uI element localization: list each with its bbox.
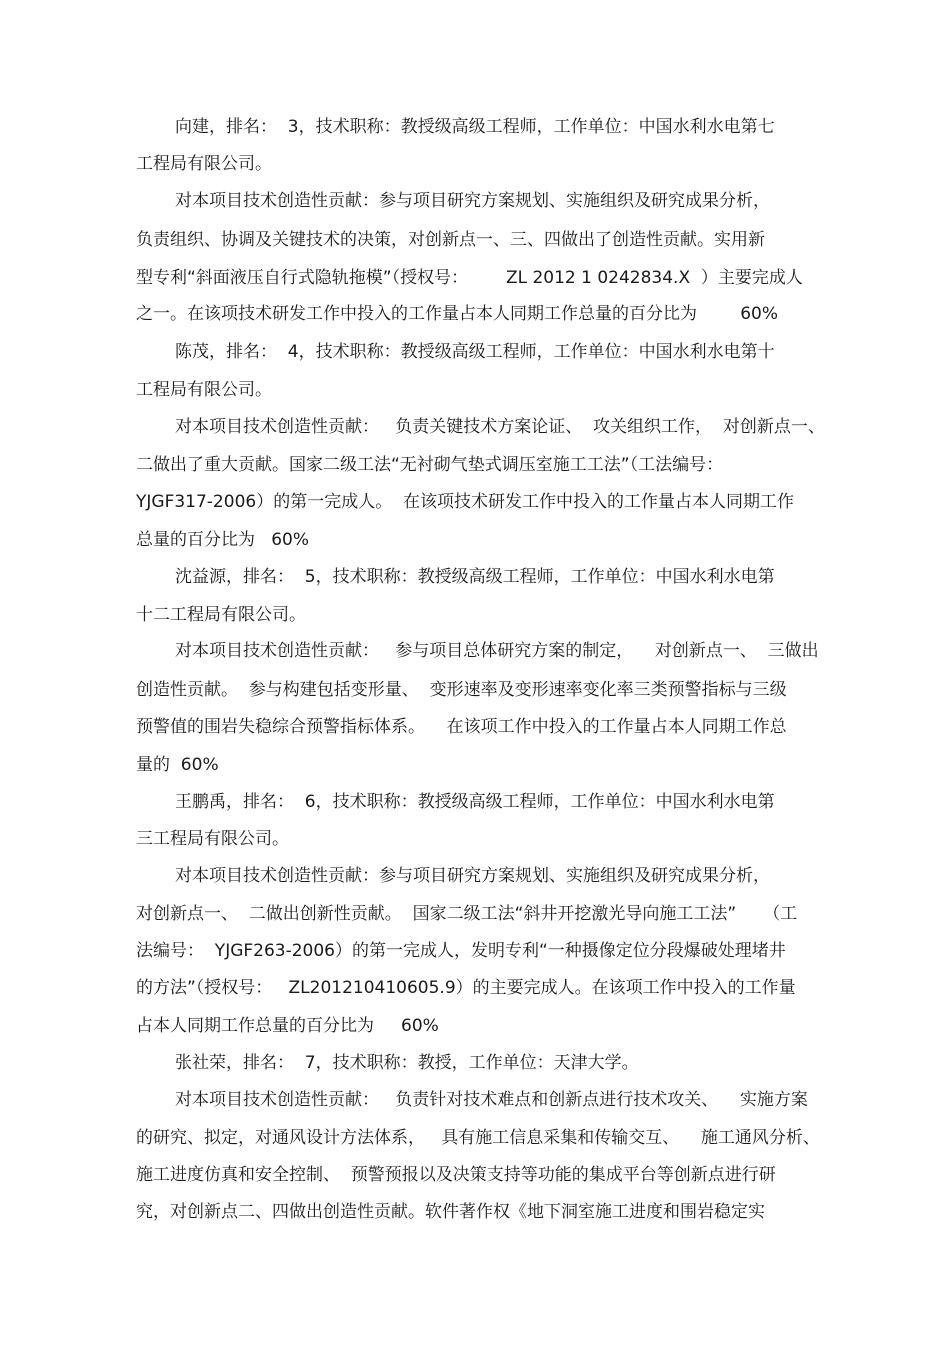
text-line: 总量的百分比为 60% bbox=[136, 530, 309, 550]
text-line: 究，对创新点二、四做出创造性贡献。软件著作权《地下洞室施工进度和围岩稳定实 bbox=[136, 1202, 765, 1222]
text-line: 三工程局有限公司。 bbox=[136, 829, 289, 849]
text-line: 负责组织、协调及关键技术的决策，对创新点一、三、四做出了创造性贡献。实用新 bbox=[136, 230, 765, 250]
text-line: 张社荣，排名： 7，技术职称：教授，工作单位：天津大学。 bbox=[175, 1053, 639, 1073]
text-line: 向建，排名： 3，技术职称：教授级高级工程师，工作单位：中国水利水电第七 bbox=[175, 117, 775, 137]
text-line: 预警值的围岩失稳综合预警指标体系。 在该项工作中投入的工作量占本人同期工作总 bbox=[136, 717, 787, 737]
text-line: 十二工程局有限公司。 bbox=[136, 605, 306, 625]
text-line: 创造性贡献。 参与构建包括变形量、 变形速率及变形速率变化率三类预警指标与三级 bbox=[136, 680, 787, 700]
text-line: 对本项目技术创造性贡献：参与项目研究方案规划、实施组织及研究成果分析， bbox=[175, 866, 770, 886]
text-line: 工程局有限公司。 bbox=[136, 154, 272, 174]
text-line: 之一。在该项技术研发工作中投入的工作量占本人同期工作总量的百分比为 60% bbox=[136, 304, 779, 324]
text-line: 量的 60% bbox=[136, 755, 219, 775]
text-line: 二做出了重大贡献。国家二级工法“无衬砌气垫式调压室施工工法”（工法编号： bbox=[136, 455, 724, 475]
text-line: 沈益源，排名： 5，技术职称：教授级高级工程师，工作单位：中国水利水电第 bbox=[175, 567, 775, 587]
text-line: 陈茂，排名： 4，技术职称：教授级高级工程师，工作单位：中国水利水电第十 bbox=[175, 342, 775, 362]
text-line: 王鹏禹，排名： 6，技术职称：教授级高级工程师，工作单位：中国水利水电第 bbox=[175, 792, 775, 812]
text-line: 工程局有限公司。 bbox=[136, 380, 272, 400]
text-line: YJGF317-2006）的第一完成人。 在该项技术研发工作中投入的工作量占本人同期工作 bbox=[136, 492, 795, 512]
text-line: 型专利“斜面液压自行式隐轨拖模”（授权号： ZL 2012 1 0242834.X ）主要完成人 bbox=[136, 268, 803, 288]
text-line: 施工进度仿真和安全控制、 预警预报以及决策支持等功能的集成平台等创新点进行研 bbox=[136, 1165, 776, 1185]
text-line: 法编号： YJGF263-2006）的第一完成人，发明专利“一种摄像定位分段爆破处理堵井 bbox=[136, 941, 786, 961]
text-line: 对本项目技术创造性贡献： 负责针对技术难点和创新点进行技术攻关、 实施方案 bbox=[175, 1090, 808, 1110]
text-line: 对创新点一、 二做出创新性贡献。 国家二级工法“斜井开挖激光导向施工工法” （工 bbox=[136, 904, 798, 924]
text-line: 对本项目技术创造性贡献： 负责关键技术方案论证、 攻关组织工作， 对创新点一、 bbox=[175, 417, 825, 437]
text-line: 对本项目技术创造性贡献：参与项目研究方案规划、实施组织及研究成果分析， bbox=[175, 191, 770, 211]
text-line: 的方法”（授权号： ZL201210410605.9）的主要完成人。在该项工作中投入的工作量 bbox=[136, 978, 796, 998]
text-line: 对本项目技术创造性贡献： 参与项目总体研究方案的制定， 对创新点一、 三做出 bbox=[175, 641, 819, 661]
text-line: 占本人同期工作总量的百分比为 60% bbox=[136, 1016, 439, 1036]
text-line: 的研究、拟定，对通风设计方法体系， 具有施工信息采集和传输交互、 施工通风分析、 bbox=[136, 1128, 820, 1148]
